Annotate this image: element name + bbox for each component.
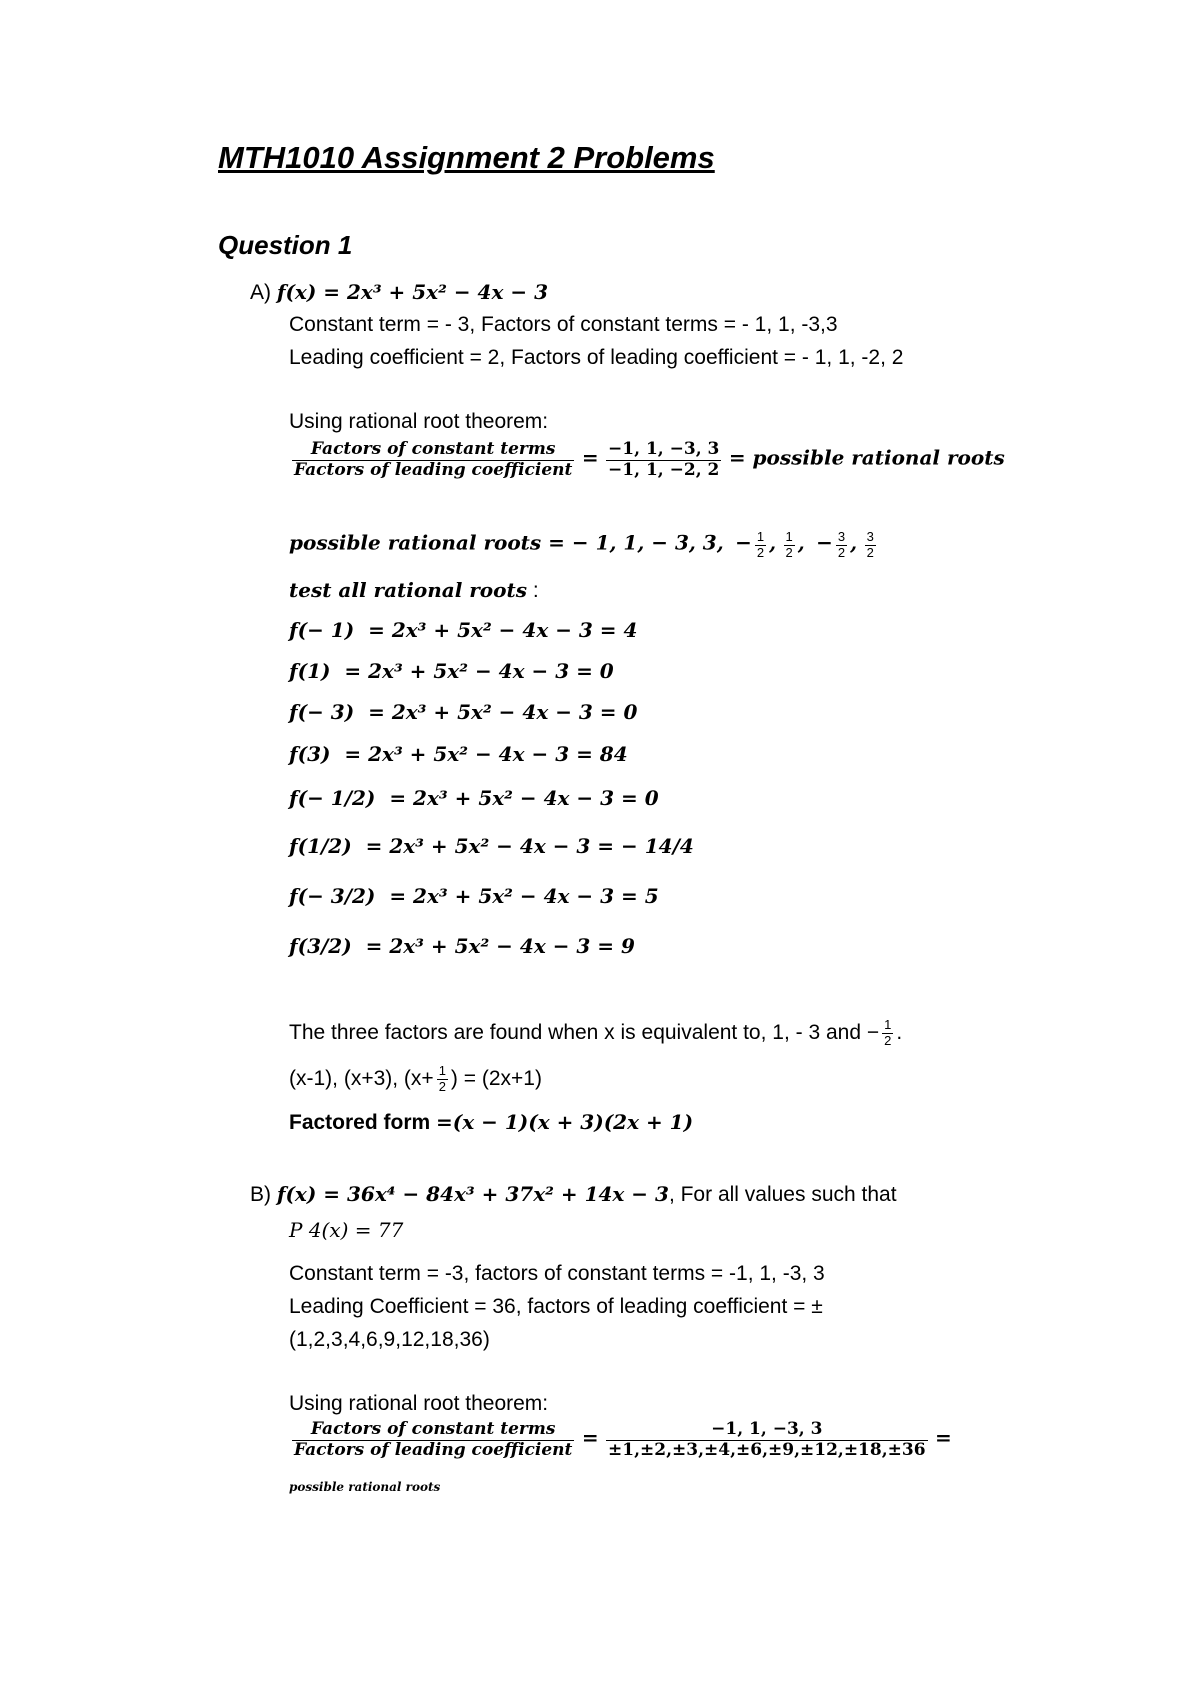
test-rhs: = 2x³ + 5x² − 4x − 3 = 0: [368, 700, 638, 724]
test-lhs: f(− 3/2): [289, 884, 376, 908]
test-row: [289, 884, 659, 908]
test-row: [289, 618, 637, 642]
test-rhs: = 2x³ + 5x² − 4x − 3 = 84: [344, 742, 628, 766]
part-a-leading-line: Leading coefficient = 2, Factors of leading coefficient = - 1, 1, -2, 2: [289, 346, 904, 369]
test-rhs: = 2x³ + 5x² − 4x − 3 = 9: [365, 934, 635, 958]
part-b-constant-line: Constant term = -3, factors of constant terms = -1, 1, -3, 3: [289, 1262, 825, 1285]
test-row: [289, 934, 635, 958]
part-b-leading-line: Leading Coefficient = 36, factors of leading coefficient = ±: [289, 1295, 823, 1318]
factors-denominator: Factors of leading coefficient: [294, 459, 573, 480]
test-row: [289, 742, 628, 766]
part-b-possible-roots-label: possible rational roots: [289, 1480, 441, 1494]
test-roots-line: test all rational roots :: [289, 578, 539, 602]
test-lhs: f(− 1/2): [289, 786, 376, 810]
part-b-line: [250, 1182, 897, 1207]
page-title: MTH1010 Assignment 2 Problems: [218, 140, 715, 175]
factors-line: (x-1), (x+3), (x+ $\frac{1}{2}$ ) = (2x+1): [289, 1063, 542, 1094]
test-lhs: f(1/2): [289, 834, 352, 858]
part-a-theorem-intro: Using rational root theorem:: [289, 410, 549, 433]
test-rhs: = 2x³ + 5x² − 4x − 3 = 5: [389, 884, 659, 908]
part-b-function: f(x) = 36x⁴ − 84x³ + 37x² + 14x − 3: [276, 1182, 669, 1206]
values-fraction: [606, 440, 721, 480]
test-lhs: f(3/2): [289, 934, 352, 958]
test-rhs: = 2x³ + 5x² − 4x − 3 = − 14/4: [365, 834, 694, 858]
factors-numerator: Factors of constant terms: [292, 1420, 574, 1441]
values-numerator: −1, 1, −3, 3: [608, 439, 720, 459]
part-b-p4: P 4(x) = 77: [289, 1218, 404, 1242]
factored-form-label: Factored form: [289, 1111, 431, 1134]
part-a-line: [250, 280, 548, 305]
factored-form-line: [289, 1110, 693, 1135]
test-rhs: = 2x³ + 5x² − 4x − 3 = 0: [389, 786, 659, 810]
part-a-function: f(x) = 2x³ + 5x² − 4x − 3: [276, 280, 548, 304]
possible-roots-line: possible rational roots = − 1, 1, − 3, 3, − $\frac{1}{2}$ , $\frac{1}{2}$ , − $\frac{3}{2}$ , $\frac{3}{2}$: [289, 529, 874, 560]
test-rhs: = 2x³ + 5x² − 4x − 3 = 4: [368, 618, 638, 642]
part-b-condition: , For all values such that: [668, 1183, 897, 1206]
factors-denominator: Factors of leading coefficient: [294, 1439, 573, 1460]
part-b-leading-factors: (1,2,3,4,6,9,12,18,36): [289, 1328, 490, 1351]
values-denominator: ±1,±2,±3,±4,±6,±9,±12,±18,±36: [608, 1439, 926, 1460]
conclusion-text: The three factors are found when x is equivalent to, 1, - 3 and −: [289, 1020, 880, 1044]
test-row: [289, 786, 659, 810]
factors-fraction: [292, 440, 574, 480]
test-rhs: = 2x³ + 5x² − 4x − 3 = 0: [344, 659, 614, 683]
test-row: [289, 659, 614, 683]
part-b-theorem-intro: Using rational root theorem:: [289, 1392, 549, 1415]
part-a-rational-root-fraction: $\frac{\text{Factors of constant terms}}{\text{Factors of leading coefficient}}$ = $\frac{-1, 1, -3, 3}{-1, 1, -2, 2}$ = possible rational roots: [294, 439, 1005, 480]
part-a-constant-line: Constant term = - 3, Factors of constant terms = - 1, 1, -3,3: [289, 313, 838, 336]
test-row: [289, 834, 694, 858]
conclusion-line: The three factors are found when x is equivalent to, 1, - 3 and − $\frac{1}{2}$ .: [289, 1017, 903, 1048]
question-1-heading: Question 1: [218, 230, 353, 260]
test-lhs: f(− 1): [289, 618, 355, 642]
values-denominator: −1, 1, −2, 2: [608, 459, 720, 480]
test-roots-label: test all rational roots: [289, 578, 527, 602]
part-b-label: B): [250, 1183, 271, 1206]
test-lhs: f(− 3): [289, 700, 355, 724]
test-lhs: f(3): [289, 742, 331, 766]
fraction-result: = possible rational roots: [728, 445, 1005, 470]
part-a-label: A): [250, 281, 271, 304]
test-row: [289, 700, 637, 724]
factors-numerator: Factors of constant terms: [292, 440, 574, 461]
part-b-rational-root-fraction: $\frac{\text{Factors of constant terms}}{\text{Factors of leading coefficient}}$ = $\frac{-1, 1, -3, 3}{\pm 1,\pm 2,\pm 3,\pm 4,\pm 6,\pm 9,\pm 12,\pm 18,\pm 36}$ =: [294, 1419, 952, 1460]
factored-form-expression: =(x − 1)(x + 3)(2x + 1): [436, 1110, 694, 1134]
possible-roots-label: possible rational roots = − 1, 1, − 3, 3,: [289, 530, 724, 555]
values-numerator: −1, 1, −3, 3: [606, 1420, 928, 1441]
test-lhs: f(1): [289, 659, 331, 683]
